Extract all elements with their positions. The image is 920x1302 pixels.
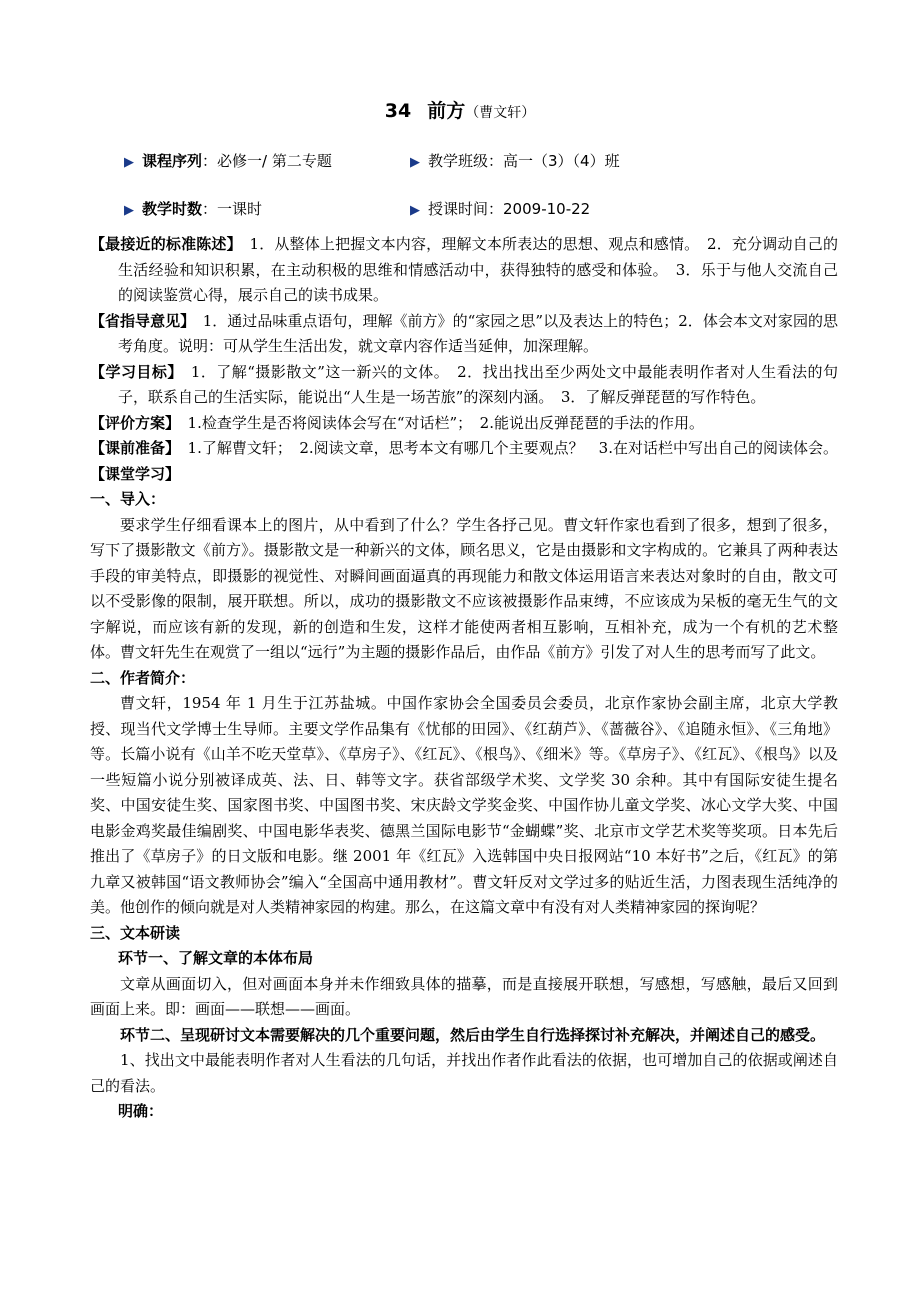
guide-text: 1．通过品味重点语句，理解《前方》的“家园之思”以及表达上的特色；2．体会本文对家园的思考角度。说明：可从学生生活出发，就文章内容作适当延伸，加深理解。 bbox=[118, 311, 838, 355]
lesson-author: （曹文轩） bbox=[465, 105, 536, 121]
meta-hours bbox=[124, 198, 262, 219]
triangle-bullet-icon: ▶ bbox=[124, 203, 134, 218]
meta-course-value: ：必修一/ 第二专题 bbox=[202, 152, 332, 170]
prep-tag: 【课前准备】 bbox=[90, 439, 173, 457]
prep-paragraph bbox=[90, 436, 838, 462]
goal-text: 1．了解“摄影散文”这一新兴的文体。 2．找出找出至少两处文中最能表明作者对人生看法的句子，联系自己的生活实际，能说出“人生是一场苦旅”的深刻内涵。 3．了解反弹琵琶的写作特色。 bbox=[118, 362, 838, 406]
author-heading: 二、作者简介： bbox=[90, 668, 196, 687]
clarify-label: 明确： bbox=[118, 1102, 164, 1120]
meta-course-label: 课程序列 bbox=[142, 152, 203, 170]
author-text: 曹文轩，1954 年 1 月生于江苏盐城。中国作家协会全国委员会委员，北京作家协会副主席，北京大学教授、现当代文学博士生导师。主要文学作品集有《忧郁的田园》、《红葫芦》、《蔷薇谷》、《追随永恒》、《三角地》等。长篇小说有《山羊不吃天堂草》、《草房子》、《红瓦》、《根鸟》、《细米》等。《草房子》、《红瓦》、《根鸟》以及一些短篇小说分别被译成英、法、日、韩等文字。获省部级学术奖、文学奖 30 余种。其中有国际安徒生提名奖、中国安徒生奖、国家图书奖、中国图书奖、宋庆龄文学奖金奖、中国作协儿童文学奖、冰心文学大奖、中国电影金鸡奖最佳编剧奖、中国电影华表奖、德黑兰国际电影节“金蝴蝶”奖、北京市文学艺术奖等奖项。日本先后推出了《草房子》的日文版和电影。继 2001 年《红瓦》入选韩国中央日报网站“10 本好书”之后，《红瓦》的第九章又被韩国“语文教师协会”编入“全国高中通用教材”。曹文轩反对文学过多的贴近生活，力图表现生活纯净的美。他创作的倾向就是对人类精神家园的构建。那么，在这篇文章中有没有对人类精神家园的探询呢？ bbox=[90, 694, 838, 916]
document-body bbox=[90, 232, 838, 1125]
goal-paragraph bbox=[90, 360, 838, 411]
standard-paragraph bbox=[90, 232, 838, 309]
meta-hours-label: 教学时数 bbox=[142, 200, 203, 218]
step1-heading: 环节一、了解文章的本体布局 bbox=[118, 949, 314, 967]
meta-time bbox=[410, 198, 590, 219]
guide-tag: 【省指导意见】 bbox=[90, 311, 188, 330]
triangle-bullet-icon: ▶ bbox=[410, 155, 420, 170]
eval-text: 1.检查学生是否将阅读体会写在“对话栏”； 2.能说出反弹琵琶的手法的作用。 bbox=[187, 413, 704, 432]
meta-class-value: ：高一（3）（4）班 bbox=[488, 152, 620, 170]
lesson-title bbox=[0, 96, 920, 123]
q1-text: 1、找出文中最能表明作者对人生看法的几句话，并找出作者作此看法的依据，也可增加自己的依据或阐述自己的看法。 bbox=[90, 1051, 838, 1095]
step1-text: 文章从画面切入，但对画面本身并未作细致具体的描摹，而是直接展开联想，写感想，写感触，最后又回到画面上来。即：画面——联想——画面。 bbox=[90, 974, 838, 1018]
lesson-number: 34 bbox=[384, 100, 412, 122]
goal-tag: 【学习目标】 bbox=[90, 362, 176, 381]
study-heading: 三、文本研读 bbox=[90, 923, 181, 942]
prep-text: 1.了解曹文轩； 2.阅读文章，思考本文有哪几个主要观点？ 3.在对话栏中写出自己的阅读体会。 bbox=[187, 439, 838, 457]
eval-paragraph bbox=[90, 411, 838, 437]
step2-heading: 环节二、呈现研讨文本需要解决的几个重要问题，然后由学生自行选择探讨补充解决，并阐述自己的感受。 bbox=[120, 1025, 826, 1044]
standard-text: 1．从整体上把握文本内容，理解文本所表达的思想、观点和感情。 2．充分调动自己的生活经验和知识积累，在主动积极的思维和情感活动中，获得独特的感受和体验。 3．乐于与他人交流自己的阅读鉴赏心得，展示自己的读书成果。 bbox=[118, 235, 838, 304]
intro-text: 要求学生仔细看课本上的图片，从中看到了什么？学生各抒己见。曹文轩作家也看到了很多，想到了很多，写下了摄影散文《前方》。摄影散文是一种新兴的文体，顾名思义，它是由摄影和文字构成的。它兼具了两种表达手段的审美特点，即摄影的视觉性、对瞬间画面逼真的再现能力和散文体运用语言来表达对象时的自由，散文可以不受影像的限制，展开联想。所以，成功的摄影散文不应该被摄影作品束缚，不应该成为呆板的毫无生气的文字解说，而应该有新的发现，新的创造和生发，这样才能使两者相互影响，互相补充，成为一个有机的艺术整体。曹文轩先生在观赏了一组以“远行”为主题的摄影作品后，由作品《前方》引发了对人生的思考而写了此文。 bbox=[90, 515, 838, 661]
eval-tag: 【评价方案】 bbox=[90, 413, 173, 432]
triangle-bullet-icon: ▶ bbox=[124, 155, 134, 170]
intro-heading: 一、导入： bbox=[90, 490, 166, 508]
meta-class-label: 教学班级 bbox=[428, 152, 489, 170]
meta-time-value: ：2009-10-22 bbox=[488, 200, 591, 218]
meta-course bbox=[124, 150, 332, 171]
guide-paragraph bbox=[90, 309, 838, 360]
lesson-name: 前方 bbox=[427, 100, 466, 122]
meta-class bbox=[410, 150, 620, 171]
meta-hours-value: ：一课时 bbox=[202, 200, 263, 218]
meta-time-label: 授课时间 bbox=[428, 200, 489, 218]
triangle-bullet-icon: ▶ bbox=[410, 203, 420, 218]
standard-tag: 【最接近的标准陈述】 bbox=[90, 235, 235, 253]
class-tag: 【课堂学习】 bbox=[90, 464, 181, 483]
